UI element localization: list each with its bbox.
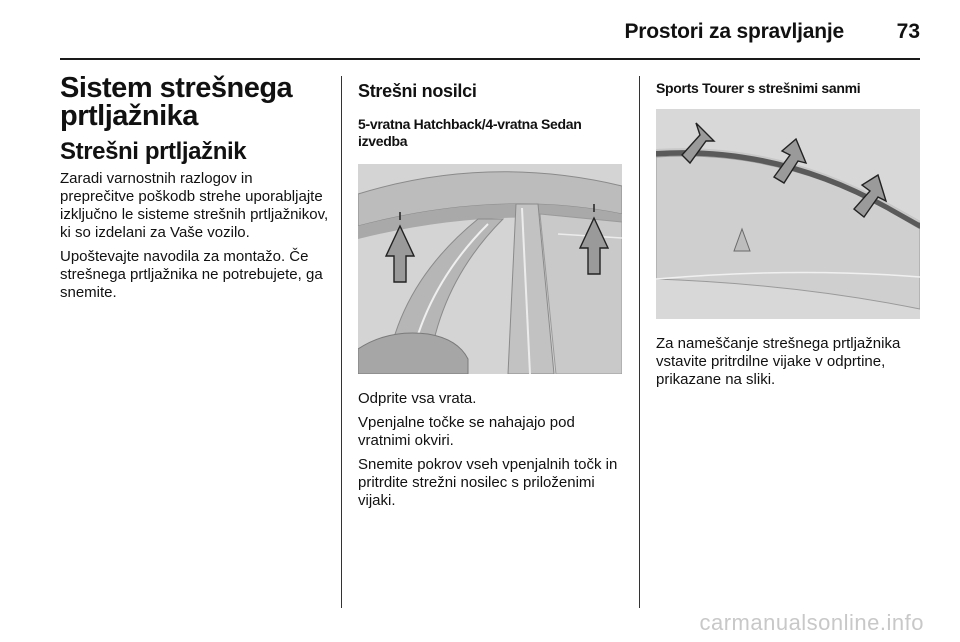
paragraph: Zaradi varnostnih razlogov in preprečitve poškodb strehe uporabljajte izključno le sisteme strešnih prtljažnikov, ki so izdelani za Vaše vozilo. [60, 170, 329, 241]
paragraph: Upoštevajte navodila za montažo. Če strešnega prtljažnika ne potrebujete, ga snemite. [60, 248, 323, 301]
section-heading: Strešni nosilci [358, 81, 477, 101]
paragraph: Snemite pokrov vseh vpenjalnih točk in pritrdite strežni nosilec s priloženimi vijaki. [358, 456, 618, 509]
column-1 [60, 74, 330, 308]
page-number: 73 [896, 20, 920, 43]
header-title: Prostori za spravljanje [624, 20, 844, 43]
door-frame-drawing [358, 164, 622, 374]
section-subheading: Strešni prtljažnik [60, 138, 247, 165]
column-divider-1 [341, 76, 342, 608]
variant-heading: Sports Tourer s strešnimi sanmi [656, 80, 861, 96]
roof-rails-drawing [656, 109, 920, 319]
paragraph: Za nameščanje strešnega prtljažnika vstavite pritrdilne vijake v odprtine, prikazane na sliki. [656, 335, 901, 388]
watermark: carmanualsonline.info [699, 610, 924, 635]
page-header [60, 0, 920, 60]
column-2 [358, 74, 628, 516]
section-heading: Sistem strešnega prtljažnika [60, 72, 293, 132]
roof-rail-illustration-sedan [358, 164, 622, 374]
roof-rail-illustration-tourer [656, 109, 920, 319]
variant-heading: 5-vratna Hatchback/4-vratna Sedan izvedba [358, 116, 582, 149]
paragraph: Odprite vsa vrata. [358, 390, 477, 407]
paragraph: Vpenjalne točke se nahajajo pod vratnimi okviri. [358, 414, 575, 449]
column-divider-2 [639, 76, 640, 608]
column-3 [656, 74, 924, 395]
